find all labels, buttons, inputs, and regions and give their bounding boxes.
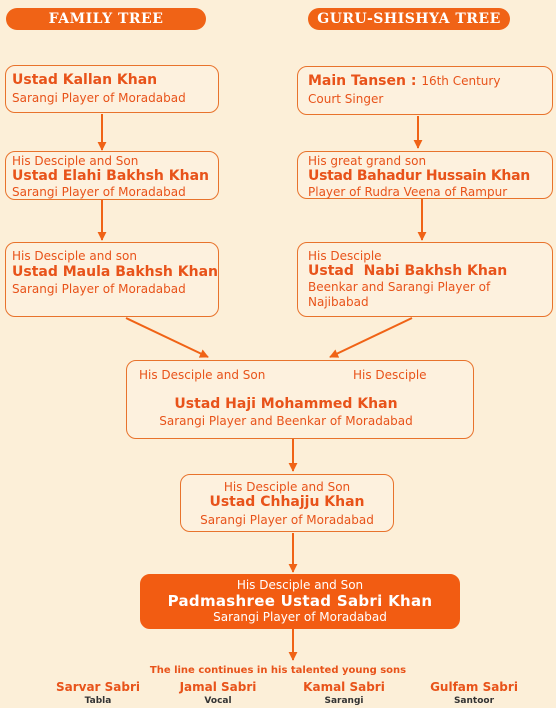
node-nabi-bakhsh-khan	[297, 242, 553, 317]
node-relation: His Desciple and Son	[223, 480, 351, 494]
node-desc-continued: Najibabad	[308, 294, 369, 309]
node-relation: His Desciple	[308, 249, 382, 263]
son-name: Jamal Sabri	[179, 680, 257, 694]
node-name: Ustad Nabi Bakhsh Khan	[308, 263, 508, 280]
node-relation-guru: His Desciple	[353, 368, 427, 382]
node-desc: Sarangi Player of Moradabad	[12, 185, 186, 200]
node-name: Ustad Bahadur Hussain Khan	[308, 168, 530, 185]
node-desc: Sarangi Player of Moradabad	[200, 513, 374, 528]
son-instrument: Vocal	[204, 696, 232, 706]
son-instrument: Sarangi	[324, 696, 364, 706]
node-relation: His great grand son	[308, 154, 427, 168]
node-desc: Beenkar and Sarangi Player of	[308, 280, 491, 295]
node-desc: Sarangi Player of Moradabad	[213, 610, 387, 625]
node-era: 16th Century	[421, 74, 501, 88]
node-desc: Sarangi Player and Beenkar of Moradabad	[159, 413, 413, 428]
node-name: Ustad Chhajju Khan	[209, 494, 365, 511]
node-relation: His Desciple and son	[12, 249, 137, 263]
family-tree-header-label: FAMILY TREE	[48, 11, 164, 27]
node-name-line	[308, 73, 546, 90]
arrow-maula-to-haji	[126, 318, 208, 357]
node-main-tansen	[297, 66, 553, 115]
node-haji-mohammed-khan	[126, 360, 474, 439]
node-desc: Court Singer	[308, 91, 384, 106]
node-desc: Sarangi Player of Moradabad	[12, 90, 186, 105]
node-relation: His Desciple and Son	[12, 154, 139, 168]
node-relation-family: His Desciple and Son	[139, 368, 266, 382]
node-sabri-khan	[140, 574, 460, 629]
son-name: Gulfam Sabri	[430, 680, 518, 694]
son-name: Sarvar Sabri	[55, 680, 141, 694]
node-elahi-bakhsh-khan	[5, 151, 219, 200]
son-kamal-sabri	[289, 680, 399, 706]
node-desc: Sarangi Player of Moradabad	[12, 282, 186, 297]
node-name: Main Tansen :	[308, 73, 417, 89]
node-desc: Player of Rudra Veena of Rampur	[308, 185, 508, 200]
node-name: Ustad Haji Mohammed Khan	[174, 396, 398, 412]
sons-intro: The line continues in his talented young sons	[149, 665, 407, 676]
son-sarvar-sabri	[43, 680, 153, 706]
node-bahadur-hussain-khan	[297, 151, 553, 199]
son-instrument: Santoor	[453, 696, 495, 706]
son-name: Kamal Sabri	[303, 680, 385, 694]
node-name: Ustad Maula Bakhsh Khan	[12, 264, 219, 281]
node-name: Ustad Kallan Khan	[12, 72, 158, 88]
node-kallan-khan	[5, 65, 219, 113]
guru-shishya-tree-header-label: GURU-SHISHYA TREE	[317, 11, 501, 27]
node-chhajju-khan	[180, 474, 394, 532]
son-jamal-sabri	[163, 680, 273, 706]
son-instrument: Tabla	[84, 696, 112, 706]
arrow-nabi-to-haji	[330, 318, 412, 357]
node-name: Padmashree Ustad Sabri Khan	[167, 592, 433, 611]
node-maula-bakhsh-khan	[5, 242, 219, 317]
node-relation: His Desciple and Son	[236, 578, 364, 592]
son-gulfam-sabri	[419, 680, 529, 706]
node-name: Ustad Elahi Bakhsh Khan	[12, 168, 209, 185]
